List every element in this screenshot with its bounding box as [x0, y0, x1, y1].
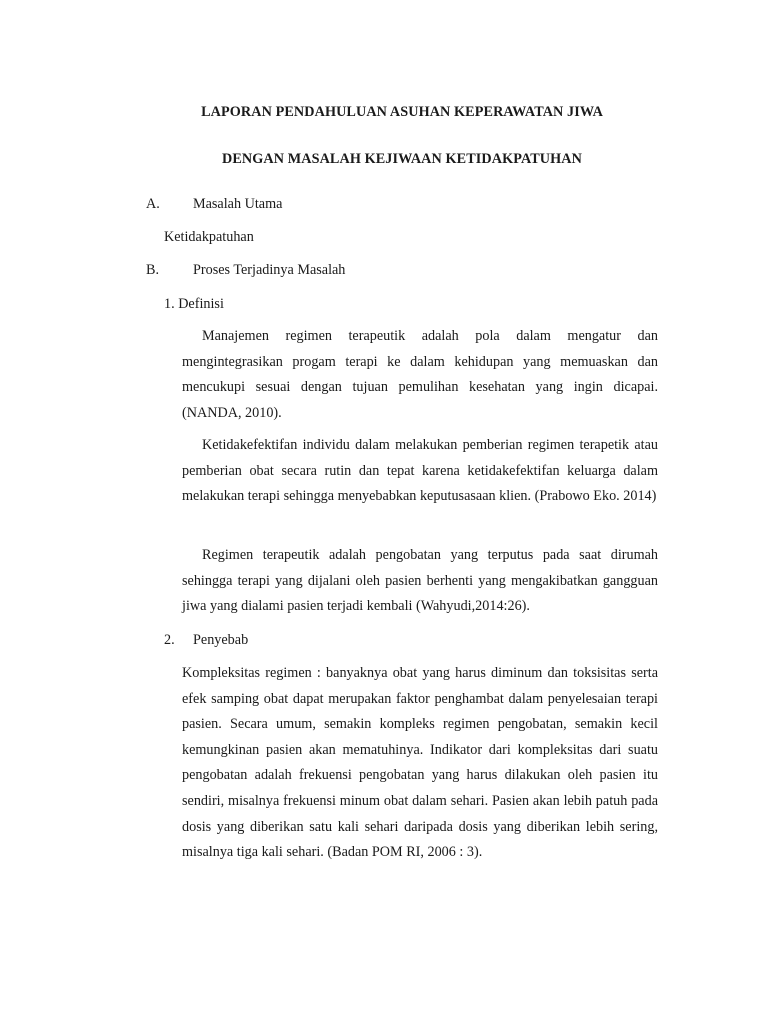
document-title: LAPORAN PENDAHULUAN ASUHAN KEPERAWATAN JIWA: [201, 104, 603, 120]
section-b-marker: B.: [146, 262, 160, 278]
section-a-content: Ketidakpatuhan: [164, 229, 254, 245]
section-a-marker: A.: [146, 196, 160, 212]
document-subtitle: DENGAN MASALAH KEJIWAAN KETIDAKPATUHAN: [222, 151, 582, 167]
definition-paragraph-3: Regimen terapeutik adalah pengobatan yang terputus pada saat dirumah sehingga terapi yang dijalani oleh pasien berhenti yang mengakibatkan gangguan jiwa yang dialami pasien terjadi kembali (Wahyudi,2014:26).: [182, 547, 658, 615]
item-2-heading: Penyebab: [193, 632, 249, 648]
section-b-heading: Proses Terjadinya Masalah: [193, 262, 346, 278]
item-1-heading: 1. Definisi: [164, 296, 224, 312]
item-2-marker: 2.: [164, 632, 175, 648]
definition-paragraph-1: Manajemen regimen terapeutik adalah pola dalam mengatur dan mengintegrasikan progam terapi ke dalam kehidupan yang memuaskan dan mencukupi sesuai dengan tujuan pemulihan kesehatan yang ingin dicapai. (NANDA, 2010).: [182, 328, 658, 421]
definition-paragraph-2: Ketidakefektifan individu dalam melakukan pemberian regimen terapetik atau pemberian obat secara rutin dan tepat karena ketidakefektifan keluarga dalam melakukan terapi sehingga menyebabkan keputusasaan klien. (Prabowo Eko. 2014): [182, 437, 658, 505]
cause-paragraph: Kompleksitas regimen : banyaknya obat yang harus diminum dan toksisitas serta efek samping obat dapat merupakan faktor penghambat dalam penyelesaian terapi pasien. Secara umum, semakin kompleks regimen pengobatan, semakin kecil kemungkinan pasien akan mematuhinya. Indikator dari kompleksitas dari suatu pengobatan adalah frekuensi pengobatan yang harus dilakukan oleh pasien itu sendiri, misalnya frekuensi minum obat dalam sehari. Pasien akan lebih patuh pada dosis yang diberikan satu kali sehari daripada dosis yang diberikan lebih sering, misalnya tiga kali sehari. (Badan POM RI, 2006 : 3).: [182, 665, 658, 861]
section-a-heading: Masalah Utama: [193, 196, 283, 212]
